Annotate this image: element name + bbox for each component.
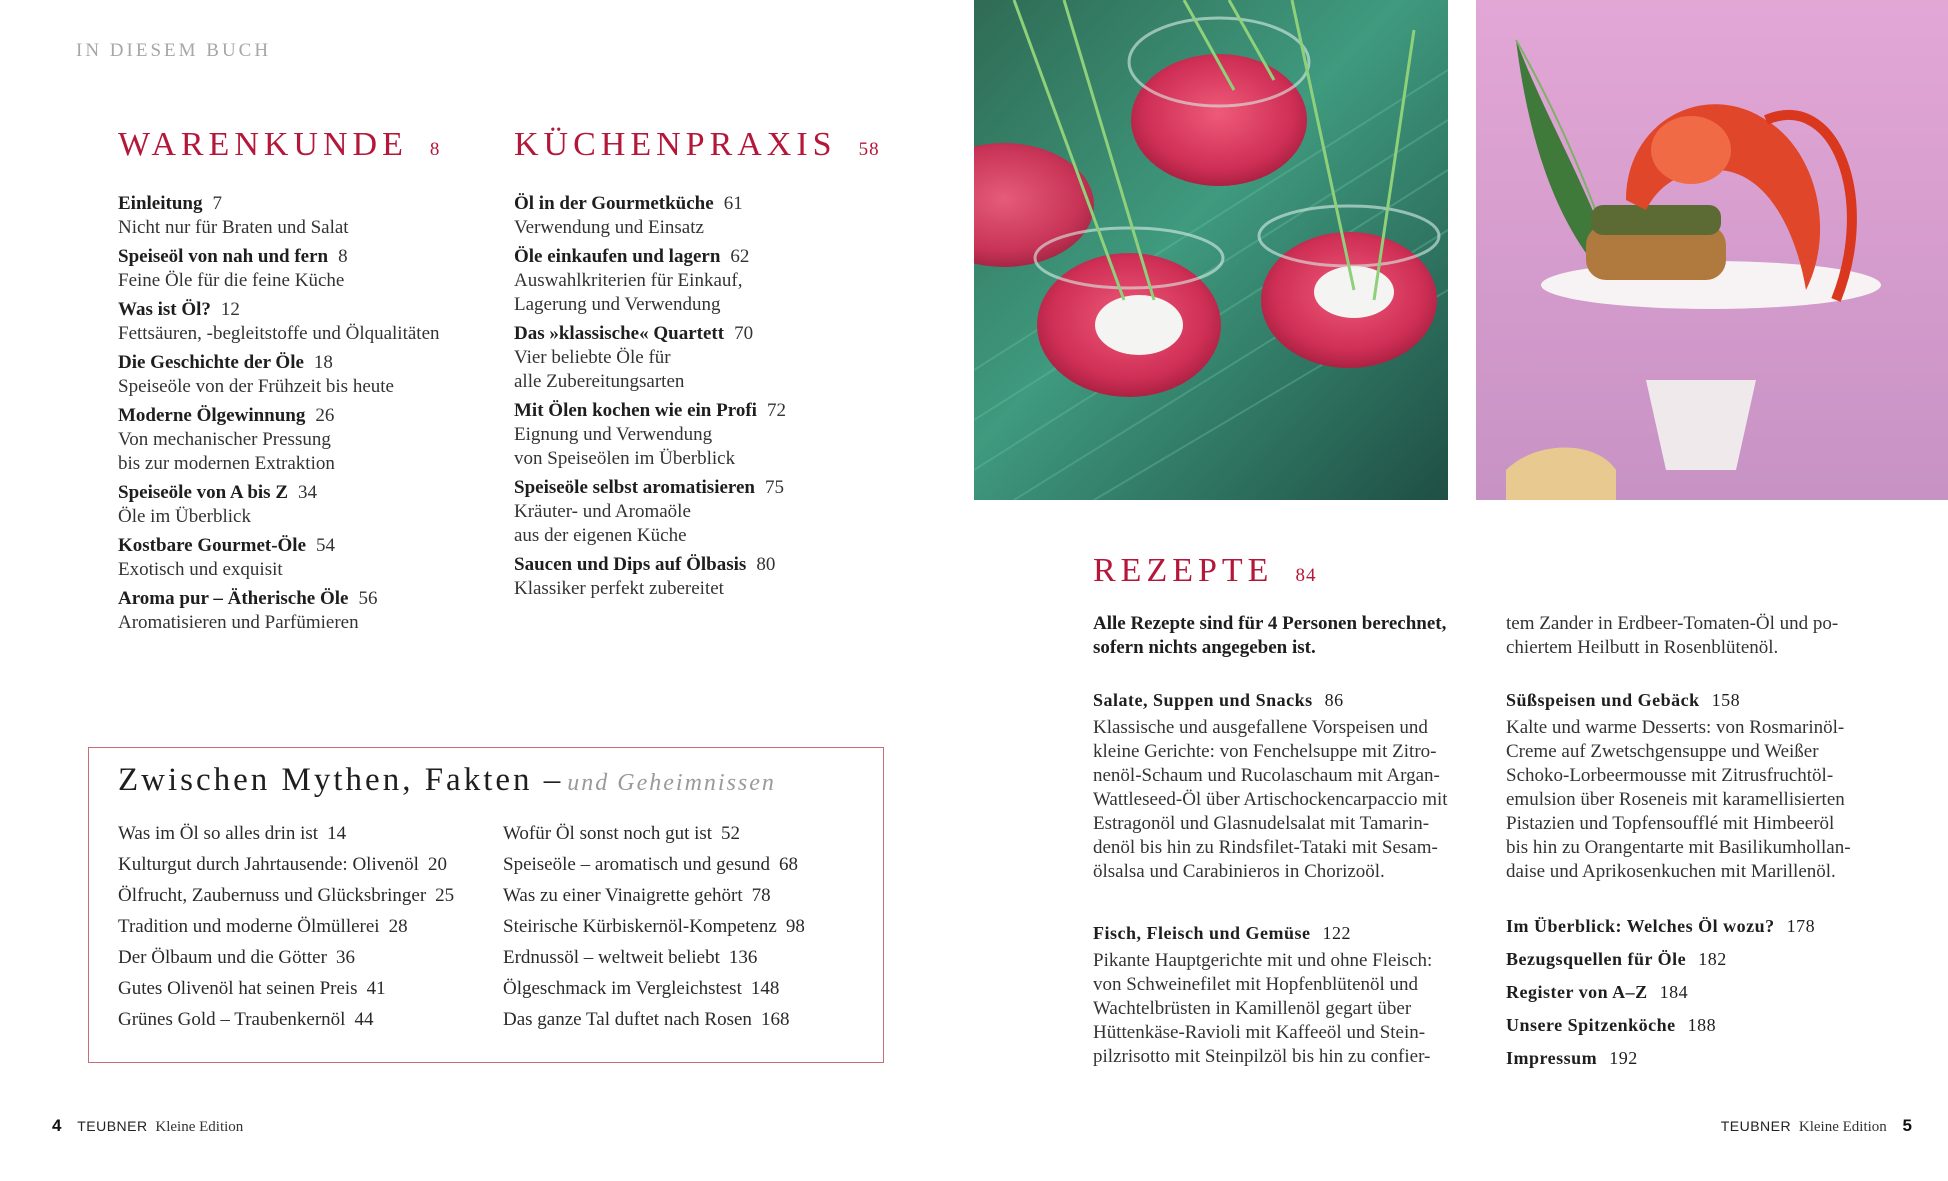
toc-entry-description: Fettsäuren, -begleitstoffe und Ölqualitäten <box>118 323 440 344</box>
prawn-on-stand-photo <box>1476 0 1948 500</box>
recipe-group-fisch <box>1093 921 1493 1069</box>
appendix-item-page: 192 <box>1609 1048 1638 1068</box>
toc-entry-description: Nicht nur für Braten und Salat <box>118 217 349 238</box>
toc-entry-description: Verwendung und Einsatz <box>514 217 704 238</box>
toc-entry-heading <box>118 481 498 505</box>
mythen-box <box>88 747 884 1063</box>
mythen-item <box>118 818 454 849</box>
mythen-item-page: 25 <box>435 885 455 906</box>
toc-entry <box>118 481 498 529</box>
mythen-item-page: 148 <box>750 978 780 999</box>
mythen-list-left <box>118 818 454 1035</box>
mythen-item-page: 41 <box>366 978 386 999</box>
appendix-item <box>1506 976 1815 1009</box>
mythen-item-text: Der Ölbaum und die Götter <box>118 947 327 968</box>
mythen-item <box>503 880 805 911</box>
appendix-item <box>1506 1042 1815 1075</box>
appendix-item-page: 188 <box>1687 1015 1717 1035</box>
recipe-group-description: Pikante Hauptgerichte mit und ohne Fleisch: von Schweinefilet mit Hopfenblütenöl und Wachtelbrüsten in Kamillenöl gegart über Hüttenkäse-Ravioli mit Kaffeeöl und Stein- pilzrisotto mit Steinpilzöl bis hin zu confier- <box>1093 950 1433 1067</box>
recipe-group-heading <box>1093 921 1493 945</box>
recipe-group-title: Salate, Suppen und Snacks <box>1093 690 1313 710</box>
mythen-title <box>118 762 776 799</box>
page-number-left: 4 <box>52 1116 62 1135</box>
toc-entry-description: Speiseöle von der Frühzeit bis heute <box>118 376 394 397</box>
toc-entry-title: Das »klassische« Quartett <box>514 323 725 344</box>
toc-entry-description: Von mechanischer Pressung bis zur modernen Extraktion <box>118 429 335 474</box>
appendix-item-page: 178 <box>1786 916 1816 936</box>
toc-entry-page: 54 <box>316 535 336 556</box>
section-heading-kuechenpraxis <box>514 126 880 164</box>
recipe-group-heading <box>1093 688 1493 712</box>
toc-entry-heading <box>118 587 498 611</box>
toc-entry <box>514 476 894 548</box>
toc-entry-heading <box>118 298 498 322</box>
toc-entry-heading <box>118 192 498 216</box>
mythen-item <box>503 849 805 880</box>
edition-left: Kleine Edition <box>155 1119 244 1135</box>
mythen-item-text: Das ganze Tal duftet nach Rosen <box>503 1009 752 1030</box>
mythen-item <box>118 1004 454 1035</box>
recipe-continuation: tem Zander in Erdbeer-Tomaten-Öl und po- chiertem Heilbutt in Rosenblütenöl. <box>1506 613 1839 658</box>
mythen-item-text: Was im Öl so alles drin ist <box>118 823 319 844</box>
toc-entry-title: Speiseöle selbst aromatisieren <box>514 477 755 498</box>
mythen-item <box>118 973 454 1004</box>
recipe-group-salate <box>1093 688 1493 884</box>
mythen-item-text: Ölfrucht, Zaubernuss und Glücksbringer <box>118 885 427 906</box>
kuechenpraxis-list <box>514 192 894 606</box>
section-title: WARENKUNDE <box>118 126 408 163</box>
footer-right <box>1721 1116 1912 1136</box>
toc-entry-title: Mit Ölen kochen wie ein Profi <box>514 400 757 421</box>
appendix-item-title: Register von A–Z <box>1506 982 1648 1002</box>
appendix-item <box>1506 943 1815 976</box>
appendix-item-title: Bezugsquellen für Öle <box>1506 949 1687 969</box>
section-heading-rezepte <box>1093 552 1316 590</box>
mythen-item-page: 14 <box>327 823 347 844</box>
toc-entry-page: 61 <box>723 193 743 214</box>
mythen-item-text: Grünes Gold – Traubenkernöl <box>118 1009 346 1030</box>
appendix-item-page: 182 <box>1698 949 1727 969</box>
section-page: 8 <box>429 139 441 160</box>
mythen-item-text: Kulturgut durch Jahrtausende: Olivenöl <box>118 854 419 875</box>
toc-entry-title: Speiseöl von nah und fern <box>118 246 329 267</box>
mythen-item-text: Was zu einer Vinaigrette gehört <box>503 885 743 906</box>
toc-entry-title: Speiseöle von A bis Z <box>118 482 288 503</box>
toc-entry <box>514 322 894 394</box>
toc-entry-description: Klassiker perfekt zubereitet <box>514 578 724 599</box>
mythen-item-page: 136 <box>728 947 758 968</box>
toc-entry-title: Was ist Öl? <box>118 299 211 320</box>
toc-entry <box>118 192 498 240</box>
recipe-group-page: 158 <box>1711 690 1741 710</box>
toc-entry <box>118 298 498 346</box>
toc-entry-title: Öl in der Gourmetküche <box>514 193 714 214</box>
toc-entry-page: 75 <box>765 477 784 498</box>
toc-entry-description: Aromatisieren und Parfümieren <box>118 612 359 633</box>
mythen-item <box>118 849 454 880</box>
mythen-item-page: 36 <box>335 947 355 968</box>
mythen-item-text: Ölgeschmack im Vergleichstest <box>503 978 742 999</box>
toc-entry-page: 80 <box>756 554 776 575</box>
toc-entry <box>514 399 894 471</box>
toc-entry-heading <box>514 553 894 577</box>
beetroot-soup-glasses-photo <box>974 0 1448 500</box>
mythen-item-page: 44 <box>354 1009 374 1030</box>
toc-entry-page: 18 <box>313 352 333 373</box>
mythen-item-text: Wofür Öl sonst noch gut ist <box>503 823 713 844</box>
recipe-group-suess <box>1506 688 1916 884</box>
toc-entry-heading <box>118 404 498 428</box>
mythen-list-right <box>503 818 805 1035</box>
appendix-list <box>1506 910 1815 1075</box>
footer-left <box>52 1116 243 1136</box>
appendix-item-page: 184 <box>1659 982 1689 1002</box>
rezepte-intro: Alle Rezepte sind für 4 Personen berechnet, sofern nichts angegeben ist. <box>1093 613 1447 658</box>
toc-entry <box>118 534 498 582</box>
toc-entry-page: 72 <box>766 400 786 421</box>
mythen-item-page: 98 <box>785 916 805 937</box>
toc-entry-description: Feine Öle für die feine Küche <box>118 270 345 291</box>
section-title: REZEPTE <box>1093 552 1274 589</box>
toc-entry-page: 8 <box>338 246 348 267</box>
toc-entry <box>514 245 894 317</box>
mythen-title-sub: und Geheimnissen <box>567 770 776 796</box>
section-page: 84 <box>1295 565 1317 586</box>
recipe-group-title: Fisch, Fleisch und Gemüse <box>1093 923 1311 943</box>
toc-entry-page: 12 <box>220 299 240 320</box>
toc-entry-title: Kostbare Gourmet-Öle <box>118 535 307 556</box>
toc-entry-page: 7 <box>212 193 222 214</box>
warenkunde-list <box>118 192 498 640</box>
toc-entry-page: 34 <box>298 482 317 503</box>
mythen-item-text: Gutes Olivenöl hat seinen Preis <box>118 978 358 999</box>
recipe-group-title: Süßspeisen und Gebäck <box>1506 690 1700 710</box>
appendix-item-title: Unsere Spitzenköche <box>1506 1015 1676 1035</box>
toc-entry-page: 70 <box>734 323 754 344</box>
toc-entry-description: Auswahlkriterien für Einkauf, Lagerung und Verwendung <box>514 270 743 315</box>
toc-entry <box>118 245 498 293</box>
toc-entry-heading <box>514 476 894 500</box>
toc-entry-description: Öle im Überblick <box>118 506 251 527</box>
toc-entry-description: Vier beliebte Öle für alle Zubereitungsarten <box>514 347 685 392</box>
mythen-item-text: Erdnussöl – weltweit beliebt <box>503 947 720 968</box>
mythen-item <box>118 880 454 911</box>
toc-entry-title: Öle einkaufen und lagern <box>514 246 721 267</box>
recipe-group-page: 122 <box>1322 923 1352 943</box>
section-heading-warenkunde <box>118 126 440 164</box>
mythen-item-page: 68 <box>779 854 799 875</box>
mythen-item-text: Tradition und moderne Ölmüllerei <box>118 916 380 937</box>
mythen-item-page: 168 <box>760 1009 790 1030</box>
toc-entry-heading <box>514 245 894 269</box>
toc-entry-title: Saucen und Dips auf Ölbasis <box>514 554 747 575</box>
appendix-item-title: Im Überblick: Welches Öl wozu? <box>1506 916 1775 936</box>
toc-entry-description: Kräuter- und Aromaöle aus der eigenen Küche <box>514 501 691 546</box>
recipe-group-heading <box>1506 688 1916 712</box>
mythen-item <box>503 911 805 942</box>
toc-entry-page: 62 <box>730 246 750 267</box>
mythen-item-page: 20 <box>427 854 447 875</box>
toc-entry-heading <box>118 245 498 269</box>
page-number-right: 5 <box>1902 1116 1912 1135</box>
toc-entry-description: Eignung und Verwendung von Speiseölen im Überblick <box>514 424 736 469</box>
mythen-item <box>503 973 805 1004</box>
mythen-item <box>503 818 805 849</box>
toc-entry <box>118 351 498 399</box>
mythen-item-page: 78 <box>751 885 771 906</box>
mythen-item-page: 28 <box>388 916 408 937</box>
edition-right: Kleine Edition <box>1798 1119 1887 1135</box>
toc-entry <box>118 587 498 635</box>
toc-entry <box>514 192 894 240</box>
toc-entry-page: 26 <box>315 405 335 426</box>
mythen-item <box>118 911 454 942</box>
appendix-item <box>1506 1009 1815 1042</box>
toc-entry-title: Einleitung <box>118 193 203 214</box>
toc-entry-title: Aroma pur – Ätherische Öle <box>118 588 349 609</box>
brand-left: TEUBNER <box>77 1118 148 1134</box>
toc-entry-title: Die Geschichte der Öle <box>118 352 304 373</box>
section-title: KÜCHENPRAXIS <box>514 126 837 163</box>
mythen-item <box>503 1004 805 1035</box>
toc-entry-heading <box>514 192 894 216</box>
toc-entry-title: Moderne Ölgewinnung <box>118 405 306 426</box>
toc-entry-heading <box>514 399 894 423</box>
mythen-item-page: 52 <box>721 823 741 844</box>
recipe-group-description: Kalte und warme Desserts: von Rosmarinöl- Creme auf Zwetschgensuppe und Weißer Schoko-Lorbeermousse mit Zitrusfruchtöl- emulsion über Roseneis mit karamellisierten Pistazien und Topfensoufflé mit Himbeeröl bis hin zu Orangentarte mit Basilikumhollan- daise und Aprikosenkuchen mit Marillenöl. <box>1506 717 1851 882</box>
toc-entry-page: 56 <box>358 588 378 609</box>
toc-entry <box>514 553 894 601</box>
toc-entry-heading <box>118 534 498 558</box>
mythen-item <box>118 942 454 973</box>
appendix-item-title: Impressum <box>1506 1048 1598 1068</box>
appendix-item <box>1506 910 1815 943</box>
mythen-item-text: Speiseöle – aromatisch und gesund <box>503 854 771 875</box>
toc-entry-heading <box>514 322 894 346</box>
mythen-item <box>503 942 805 973</box>
toc-entry-description: Exotisch und exquisit <box>118 559 283 580</box>
mythen-title-main: Zwischen Mythen, Fakten – <box>118 762 564 798</box>
section-page: 58 <box>858 139 880 160</box>
mythen-item-text: Steirische Kürbiskernöl-Kompetenz <box>503 916 777 937</box>
brand-right: TEUBNER <box>1720 1118 1792 1134</box>
toc-entry-heading <box>118 351 498 375</box>
toc-entry <box>118 404 498 476</box>
recipe-group-description: Klassische und ausgefallene Vorspeisen und kleine Gerichte: von Fenchelsuppe mit Zitro- nenöl-Schaum und Rucolaschaum mit Argan- Wattleseed-Öl über Artischockencarpaccio mit Estragonöl und Glasnudelsalat mit Tamarin- denöl bis hin zu Rindsfilet-Tataki mit Sesam- ölsalsa und Carabinieros in Chorizoöl. <box>1093 717 1448 882</box>
running-head: IN DIESEM BUCH <box>76 40 272 61</box>
recipe-group-page: 86 <box>1324 690 1344 710</box>
